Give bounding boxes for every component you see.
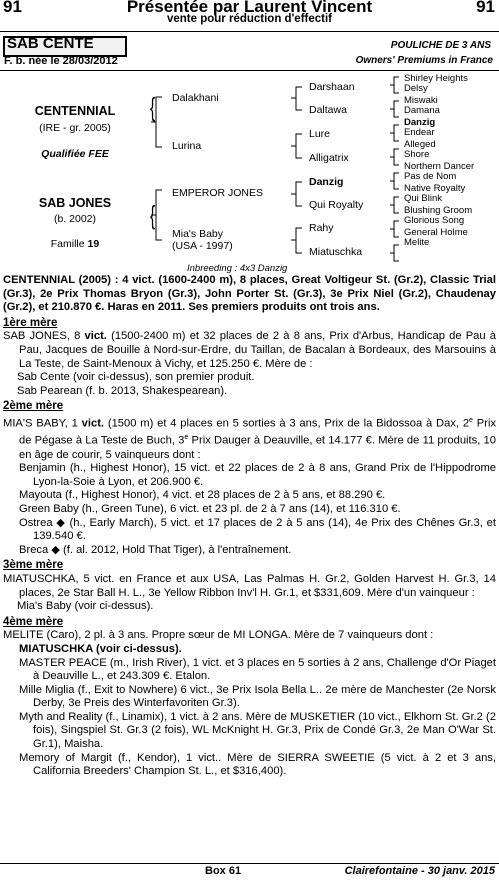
birth-line: F. b. née le 28/03/2012: [4, 55, 118, 67]
third-dam-heading: 3ème mère: [3, 559, 64, 572]
g3-5: Danzig: [309, 176, 344, 188]
dam-info: (b. 2002): [53, 213, 97, 225]
g2-sire-sire: Dalakhani: [172, 92, 219, 104]
fourth-dam-produce-3: Mille Miglia (f., Exit to Nowhere) 6 vict., 3e Prix Isola Bella L.. 2e mère de Manchester (2e Norsk Derby, 3e Preis des Winterfavoriten Gr.3).: [19, 683, 496, 710]
box-number: Box 61: [205, 865, 242, 877]
g4-4: Damana: [404, 105, 440, 116]
g4-16: Melite: [404, 237, 430, 248]
pedigree-brackets-g4: [388, 74, 402, 266]
page-subtitle: vente pour réduction d'effectif: [166, 13, 333, 25]
fourth-dam-heading: 4ème mère: [3, 615, 64, 628]
brace-dam: {: [150, 200, 156, 230]
inbreeding-note: Inbreeding : 4x3 Danzig: [187, 263, 288, 274]
pedigree-brackets-g3: [290, 78, 304, 268]
g3-8: Miatuschka: [309, 246, 363, 258]
second-dam-produce-5: Breca ◆ (f. al. 2012, Hold That Tiger), à l'entraînement.: [19, 543, 292, 556]
pedigree-brackets-g2: [150, 92, 164, 252]
family-line: Famille 19: [50, 238, 100, 250]
g2-dam-dam: Mia's Baby: [172, 228, 224, 240]
sire-paragraph: CENTENNIAL (2005) : 4 vict. (1600-2400 m), 8 places, Great Voltigeur St. (Gr.2), Classic Trial (Gr.3), 2e Prix Thomas Bryon (Gr.3), John Porter St. (Gr.3), 3e Prix Niel (Gr.2), Chaudenay (Gr.2), et 210.870 €. Haras en 2011. Ses premiers produits ont trois ans.: [3, 274, 496, 314]
fourth-dam-paragraph: MELITE (Caro), 2 pl. à 3 ans. Propre sœur de MI LONGA. Mère de 7 vainqueurs dont :: [3, 629, 434, 642]
g4-8: Shore: [404, 149, 430, 160]
lot-number-right: 91: [476, 0, 495, 16]
g3-6: Qui Royalty: [309, 199, 364, 211]
second-dam-produce-1: Benjamin (h., Highest Honor), 15 vict. et 22 places de 2 à 8 ans, Grand Prix de l'Hippodrome Lyon-la-Soie à Lyon, et 206.900 €.: [19, 462, 496, 488]
pedigree-rule: [0, 70, 499, 71]
g3-1: Darshaan: [309, 81, 355, 93]
g4-3: Miswaki: [404, 95, 438, 106]
dam-name: SAB JONES: [38, 196, 112, 210]
sire-info: (IRE - gr. 2005): [39, 122, 111, 134]
g2-dam-sire: EMPEROR JONES: [172, 187, 264, 199]
fourth-dam-produce-4: Myth and Reality (f., Linamix), 1 vict. à 2 ans. Mère de MUSKETIER (10 vict., Elkhorn St. Gr.2 (2 fois), Singspiel St. Gr.3 (2 fois), WL McKnight H. Gr.3, Prix de Condé Gr.3, 2e Man O'War St. Gr.1), Maisha.: [19, 710, 496, 751]
fourth-dam-produce-2: MASTER PEACE (m., Irish River), 1 vict. et 3 places en 5 sorties à 2 ans, Challenge d'Or Piaget à Deauville L., et 243.309 €. Etalon.: [19, 656, 496, 683]
sale-info: Clairefontaine - 30 janv. 2015: [344, 865, 495, 877]
brace-sire: {: [150, 92, 156, 122]
g2-sire-dam: Lurina: [172, 140, 202, 152]
g4-6: Endear: [404, 127, 435, 138]
g3-3: Lure: [309, 128, 331, 140]
second-dam-produce-2: Mayouta (f., Highest Honor), 4 vict. et 28 places de 2 à 5 ans, et 88.290 €.: [19, 489, 386, 502]
sex-age: POULICHE DE 3 ANS: [390, 40, 491, 51]
first-dam-heading: 1ère mère: [3, 316, 58, 329]
third-dam-produce-1: Mia's Baby (voir ci-dessus).: [17, 600, 154, 613]
sire-note: Qualifiée FEE: [41, 148, 109, 160]
g4-14: Glorious Song: [404, 215, 465, 226]
fourth-dam-produce-5: Memory of Margit (f., Kendor), 1 vict.. Mère de SIERRA SWEETIE (5 vict. à 2 et 3 ans, California Breeders' Champion St. L., et $316,400).: [19, 751, 496, 778]
g3-2: Daltawa: [309, 104, 347, 116]
header-rule: [0, 31, 499, 32]
first-dam-produce-1: Sab Cente (voir ci-dessus), son premier produit.: [17, 371, 255, 384]
catalogue-body: [3, 274, 496, 779]
g3-7: Rahy: [309, 222, 334, 234]
g4-2: Delsy: [404, 83, 428, 94]
second-dam-produce-3: Green Baby (h., Green Tune), 6 vict. et 23 pl. de 2 à 7 ans (14), et 116.310 €.: [19, 502, 401, 515]
g4-7: Alleged: [404, 139, 436, 150]
g4-9: Northern Dancer: [404, 161, 475, 172]
g4-10: Pas de Nom: [404, 171, 457, 182]
second-dam-heading: 2ème mère: [3, 400, 64, 413]
footer-rule: [0, 863, 499, 864]
fourth-dam-produce-1: MIATUSCHKA (voir ci-dessus).: [19, 642, 182, 655]
g4-11: Native Royalty: [404, 183, 466, 194]
g4-list: [404, 74, 474, 248]
g2-dam-dam-info: (USA - 1997): [172, 240, 233, 252]
horse-name: SAB CENTE: [7, 35, 94, 52]
premiums-line: Owners' Premiums in France: [355, 55, 493, 66]
g3-4: Alligatrix: [309, 152, 349, 164]
first-dam-produce-2: Sab Pearean (f. b. 2013, Shakespearean).: [17, 384, 228, 397]
g4-1: Shirley Heights: [404, 73, 468, 84]
sire-name: CENTENNIAL: [34, 104, 116, 118]
g4-15: General Holme: [404, 227, 468, 238]
page-title: Présentée par Laurent Vincent: [126, 0, 373, 16]
lot-number-left: 91: [3, 0, 22, 16]
second-dam-paragraph: MIA'S BABY, 1 vict. (1500 m) et 4 places en 5 sorties à 3 ans, Prix de la Bidossoa à Dax, 2e Prix de Pégase à La Teste de Buch, 3e Prix Dauger à Deauville, et 14.177 €. Mère de 11 produits, 10 en âge de courir, 5 vainqueurs dont :: [3, 416, 497, 461]
g4-5: Danzig: [404, 117, 436, 128]
first-dam-paragraph: SAB JONES, 8 vict. (1500-2400 m) et 32 places de 2 à 8 ans, Prix d'Arbus, Handicap de Pau à Pau, Jacques de Bouille à Nord-sur-Erdre, du Taillan, de Bacalan à Bordeaux, des Marsouins à La Teste, de Saint-Menoux à Vichy, et 125.250 €. Mère de :: [3, 330, 497, 370]
third-dam-paragraph: MIATUSCHKA, 5 vict. en France et aux USA, Las Palmas H. Gr.2, Golden Harvest H. Gr.3, 14 places, 2e Star Ball H. L., 3e Yellow Ribbon Inv'l H. Gr.1, et $331,609. Mère d'un vainqueur :: [3, 572, 496, 599]
g4-13: Blushing Groom: [404, 205, 473, 216]
g4-12: Qui Blink: [404, 193, 443, 204]
second-dam-produce-4: Ostrea ◆ (h., Early March), 5 vict. et 17 places de 2 à 5 ans (14), 4e Prix des Chênes Gr.3, et 139.540 €.: [19, 516, 496, 543]
